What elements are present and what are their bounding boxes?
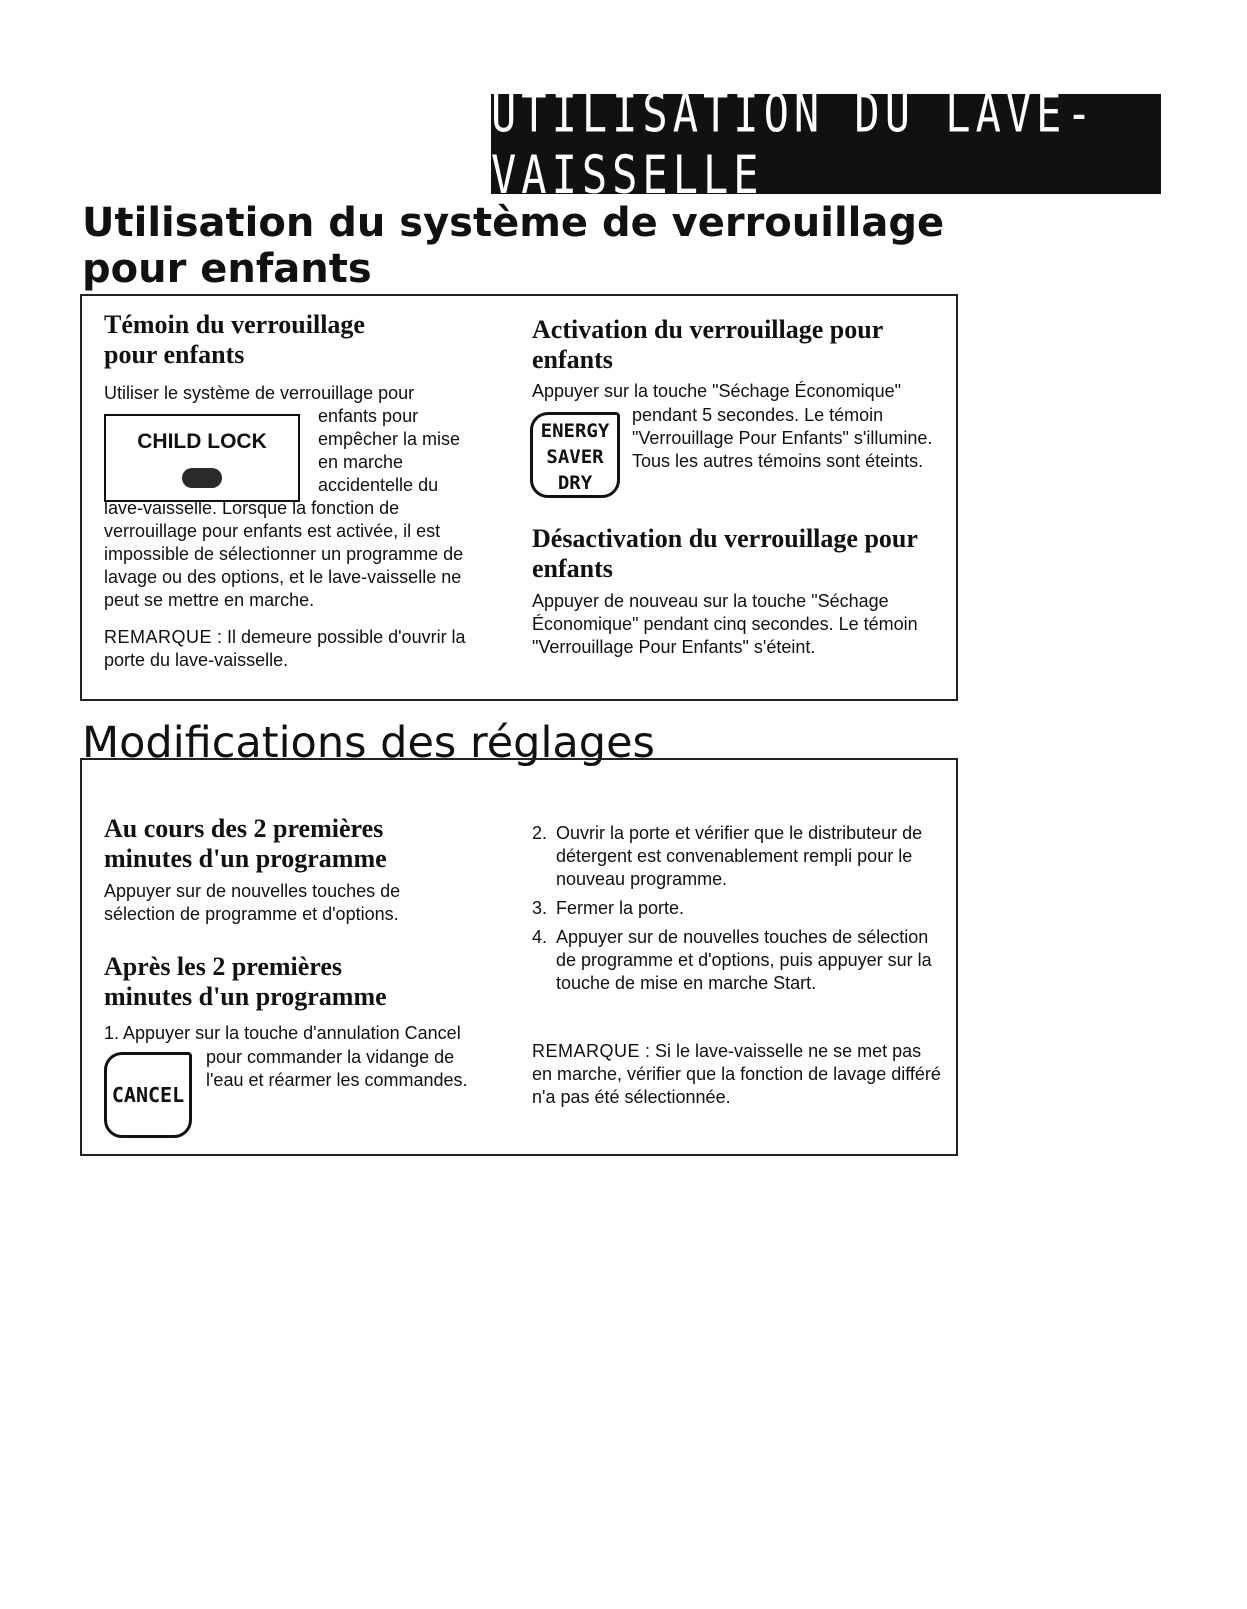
list-item — [532, 897, 942, 920]
note-label: REMARQUE — [104, 627, 213, 647]
step-text: Fermer la porte. — [556, 898, 685, 918]
indicator-beside-3: en marche — [318, 452, 404, 472]
after-two-heading — [104, 952, 494, 1012]
activation-heading: Activation du verrouillage pour enfants — [532, 315, 883, 374]
child-lock-led-icon — [182, 468, 222, 488]
indicator-note — [104, 626, 488, 672]
indicator-heading — [104, 310, 484, 370]
first-two-heading-line2: minutes d'un programme — [104, 844, 387, 873]
energy-key-line2: SAVER — [546, 446, 604, 468]
after-two-heading-line1: Après les 2 premières — [104, 952, 343, 981]
indicator-beside-1: enfants pour — [318, 406, 419, 426]
first-two-text: Appuyer sur de nouvelles touches de sélection de programme et d'options. — [104, 881, 401, 924]
energy-saver-dry-key-icon — [530, 412, 620, 498]
indicator-text-beside — [318, 405, 488, 497]
list-item — [532, 926, 942, 995]
note-text: : Si le lave-vaisselle ne se met pas en marche, vérifier que la fonction de lavage différé n'a pas été sélectionnée. — [532, 1041, 941, 1107]
indicator-beside-4: accidentelle du — [318, 475, 439, 495]
first-two-heading-line1: Au cours des 2 premières — [104, 814, 384, 843]
energy-key-line3: DRY — [557, 472, 593, 494]
note-label: REMARQUE — [532, 1041, 641, 1061]
note-text: : Il demeure possible d'ouvrir la porte du lave-vaisselle. — [104, 627, 466, 670]
step-1-number: 1. — [104, 1023, 120, 1043]
step-text: Ouvrir la porte et vérifier que le distributeur de détergent est convenablement rempli pour le nouveau programme. — [556, 823, 923, 889]
step-1-text: pour commander la vidange de l'eau et réarmer les commandes. — [206, 1047, 468, 1090]
step-text: Appuyer sur de nouvelles touches de sélection de programme et d'options, puis appuyer sur la touche de mise en marche Start. — [556, 927, 932, 993]
step-1-text-line1: Appuyer sur la touche d'annulation Cancel — [123, 1023, 461, 1043]
settings-title: Modifications des réglages — [82, 718, 655, 768]
step-number: 3. — [532, 898, 548, 918]
activation-text-line1: Appuyer sur la touche "Séchage Économique" — [532, 381, 902, 401]
indicator-intro: Utiliser le système de verrouillage pour — [104, 383, 415, 403]
activation-text: pendant 5 secondes. Le témoin "Verrouillage Pour Enfants" s'illumine. Tous les autres témoins sont éteints. — [632, 405, 933, 471]
cancel-key-icon — [104, 1052, 192, 1138]
settings-note — [532, 1040, 942, 1109]
step-number: 2. — [532, 823, 548, 843]
indicator-beside-2: empêcher la mise — [318, 429, 461, 449]
child-lock-panel-label: CHILD LOCK — [137, 430, 267, 453]
indicator-heading-line2: pour enfants — [104, 340, 245, 369]
child-lock-title: Utilisation du système de verrouillage pour enfants — [82, 200, 945, 292]
indicator-text: lave-vaisselle. Lorsque la fonction de verrouillage pour enfants est activée, il est impossible de sélectionner un programme de lavage ou des options, et le lave-vaisselle ne peut se mettre en marche. — [104, 498, 464, 610]
banner-text: UTILISATION DU LAVE-VAISSELLE — [491, 82, 1097, 206]
step-number: 4. — [532, 927, 548, 947]
after-two-heading-line2: minutes d'un programme — [104, 982, 387, 1011]
child-lock-panel — [104, 414, 300, 502]
cancel-key-label: CANCEL — [111, 1083, 185, 1107]
steps-list — [532, 822, 942, 1001]
indicator-heading-line1: Témoin du verrouillage — [104, 310, 365, 339]
first-two-heading — [104, 814, 494, 874]
page-banner — [491, 82, 1161, 206]
step-1-line1 — [104, 1022, 524, 1045]
list-item — [532, 822, 942, 891]
energy-key-line1: ENERGY — [540, 420, 610, 442]
deactivation-heading: Désactivation du verrouillage pour enfants — [532, 524, 918, 583]
deactivation-text: Appuyer de nouveau sur la touche "Séchage Économique" pendant cinq secondes. Le témoin "Verrouillage Pour Enfants" s'éteint. — [532, 591, 918, 657]
